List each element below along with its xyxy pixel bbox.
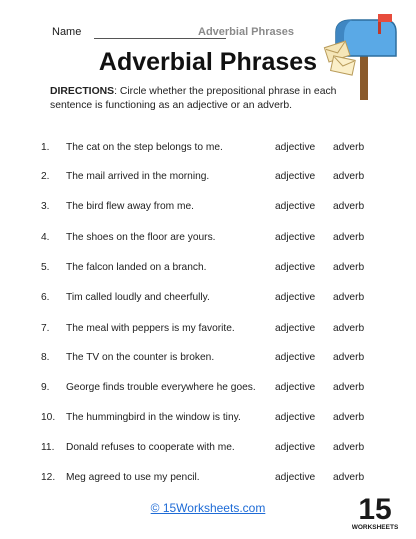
item-sentence: The TV on the counter is broken. xyxy=(66,352,215,363)
list-item xyxy=(0,262,416,282)
adjective-option[interactable]: adjective xyxy=(275,412,316,423)
adjective-option[interactable]: adjective xyxy=(275,262,316,273)
adjective-option[interactable]: adjective xyxy=(275,382,316,393)
adjective-option[interactable]: adjective xyxy=(275,142,316,153)
list-item xyxy=(0,201,416,221)
item-number: 10. xyxy=(41,412,56,423)
item-sentence: The bird flew away from me. xyxy=(66,201,194,212)
adverb-option[interactable]: adverb xyxy=(333,142,365,153)
item-number: 12. xyxy=(41,472,56,483)
adjective-option[interactable]: adjective xyxy=(275,171,316,182)
item-sentence: The cat on the step belongs to me. xyxy=(66,142,223,153)
item-number: 8. xyxy=(41,352,50,363)
adverb-option[interactable]: adverb xyxy=(333,201,365,212)
item-sentence: The hummingbird in the window is tiny. xyxy=(66,412,241,423)
item-number: 5. xyxy=(41,262,50,273)
item-number: 11. xyxy=(41,442,55,453)
adjective-option[interactable]: adjective xyxy=(275,232,316,243)
adverb-option[interactable]: adverb xyxy=(333,382,365,393)
item-sentence: Donald refuses to cooperate with me. xyxy=(66,442,235,453)
adverb-option[interactable]: adverb xyxy=(333,472,365,483)
item-sentence: Meg agreed to use my pencil. xyxy=(66,472,200,483)
logo-number: 15 xyxy=(358,493,392,526)
list-item xyxy=(0,412,416,432)
adverb-option[interactable]: adverb xyxy=(333,262,365,273)
adverb-option[interactable]: adverb xyxy=(333,323,365,334)
item-number: 2. xyxy=(41,171,50,182)
topic-label: Adverbial Phrases xyxy=(198,26,294,38)
adverb-option[interactable]: adverb xyxy=(333,352,365,363)
list-item xyxy=(0,323,416,343)
page-title: Adverbial Phrases xyxy=(98,48,318,76)
name-write-line[interactable] xyxy=(94,38,226,39)
list-item xyxy=(0,171,416,191)
list-item xyxy=(0,442,416,462)
item-sentence: The falcon landed on a branch. xyxy=(66,262,207,273)
item-sentence: The shoes on the floor are yours. xyxy=(66,232,216,243)
adverb-option[interactable]: adverb xyxy=(333,412,365,423)
item-number: 1. xyxy=(41,142,50,153)
item-number: 3. xyxy=(41,201,50,212)
item-sentence: George finds trouble everywhere he goes. xyxy=(66,382,256,393)
item-sentence: Tim called loudly and cheerfully. xyxy=(66,292,210,303)
adjective-option[interactable]: adjective xyxy=(275,352,316,363)
adverb-option[interactable]: adverb xyxy=(333,442,365,453)
directions-text: : Circle whether the prepositional phrase in each sentence is functioning as an adjective or an adverb. xyxy=(50,86,337,111)
list-item xyxy=(0,142,416,162)
adverb-option[interactable]: adverb xyxy=(333,171,365,182)
adverb-option[interactable]: adverb xyxy=(333,232,365,243)
item-number: 7. xyxy=(41,323,50,334)
item-sentence: The mail arrived in the morning. xyxy=(66,171,210,182)
list-item xyxy=(0,382,416,402)
item-sentence: The meal with peppers is my favorite. xyxy=(66,323,235,334)
adjective-option[interactable]: adjective xyxy=(275,292,316,303)
site-logo xyxy=(352,491,398,533)
logo-text: WORKSHEETS xyxy=(352,524,398,531)
item-number: 4. xyxy=(41,232,50,243)
site-link[interactable]: © 15Worksheets.com xyxy=(150,501,266,515)
adverb-option[interactable]: adverb xyxy=(333,292,365,303)
item-number: 9. xyxy=(41,382,50,393)
directions xyxy=(50,85,340,113)
list-item xyxy=(0,232,416,252)
item-number: 6. xyxy=(41,292,50,303)
adjective-option[interactable]: adjective xyxy=(275,472,316,483)
directions-label: DIRECTIONS xyxy=(50,86,115,97)
adjective-option[interactable]: adjective xyxy=(275,323,316,334)
name-label: Name xyxy=(52,26,82,38)
list-item xyxy=(0,292,416,312)
list-item xyxy=(0,352,416,372)
adjective-option[interactable]: adjective xyxy=(275,442,316,453)
list-item xyxy=(0,472,416,492)
adjective-option[interactable]: adjective xyxy=(275,201,316,212)
